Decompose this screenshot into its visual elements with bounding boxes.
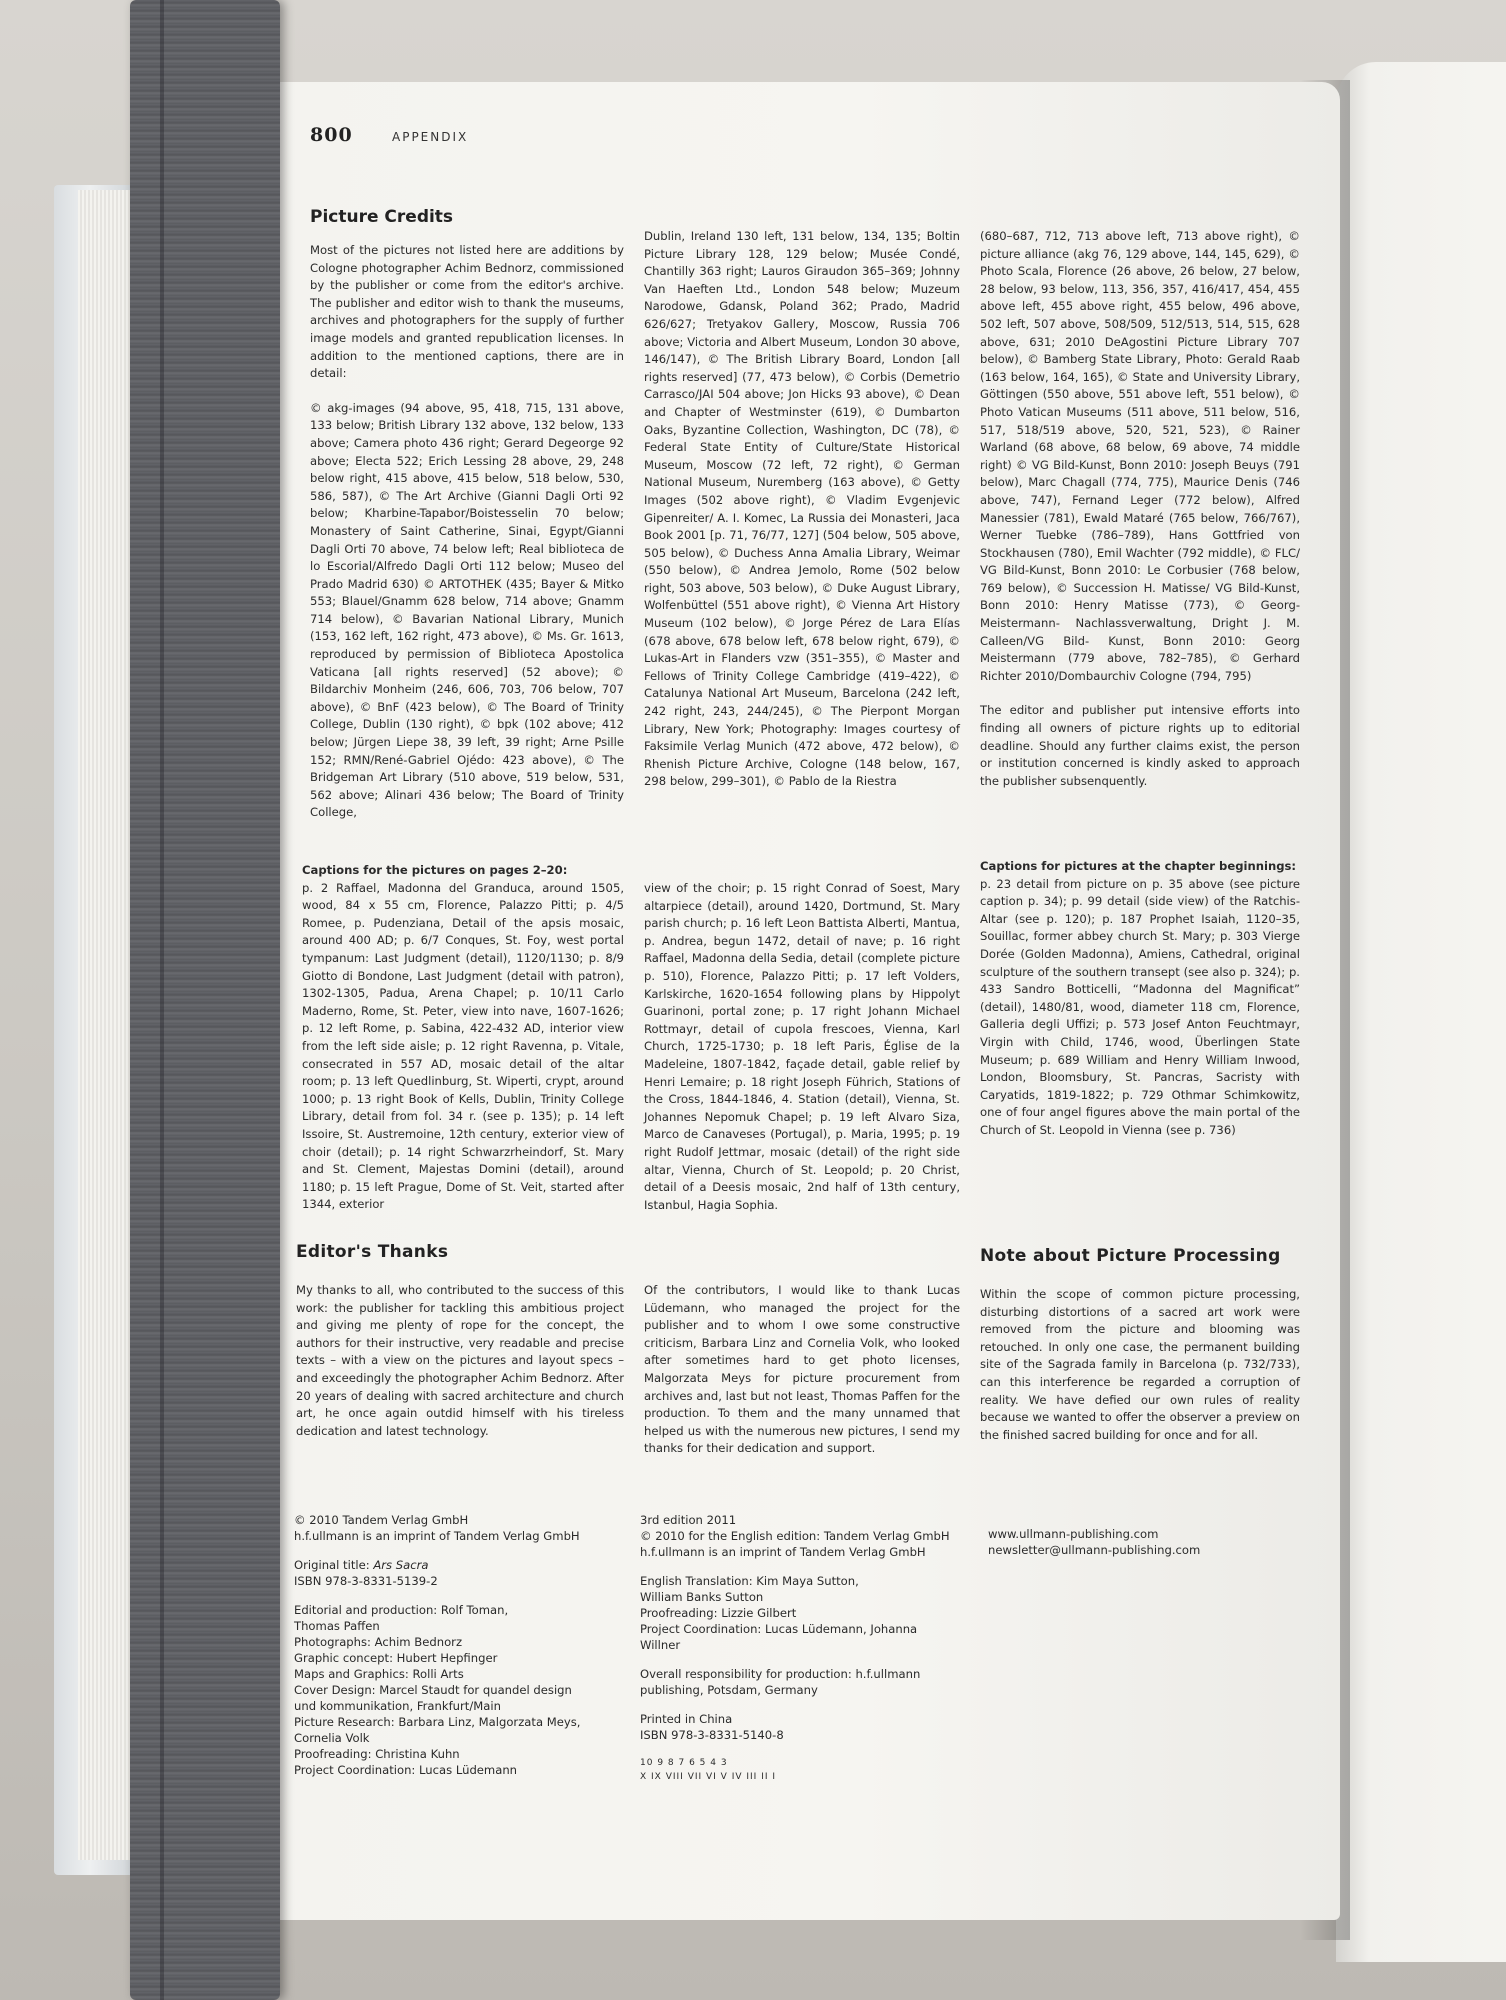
imprint-translation-line: Willner [640,1638,681,1652]
imprint-column-3 [988,1526,1298,1558]
captions-pages-text-1: p. 2 Raffael, Madonna del Granduca, around 1505, wood, 84 x 55 cm, Florence, Palazzo Pitti; p. 4/5 Romee, p. Pudenziana, Detail of the apsis mosaic, around 400 AD; p. 6/7 Conques, St. Foy, west portal tympanum: Last Judgment (detail), 1120/1130; p. 8/9 Giotto di Bondone, Last Judgment (detail with patron), 1302-1305, Padua, Arena Chapel; p. 10/11 Carlo Maderno, Rome, St. Peter, view into nave, 1607-1626; p. 12 left Rome, p. Sabina, 422-432 AD, interior view from the left side aisle; p. 12 right Ravenna, p. Vitale, consecrated in 557 AD, mosaic detail of the altar room; p. 13 left Quedlinburg, St. Wiperti, crypt, around 1000; p. 13 right Book of Kells, Dublin, Trinity College Library, detail from fol. 34 r. (see p. 135); p. 14 left Issoire, St. Austremoine, 12th century, exterior view of choir (detail); p. 14 right Schwarzrheindorf, St. Mary and St. Clement, Majestas Domini (detail), around 1180; p. 15 left Prague, Dome of St. Veit, started after 1344, exterior [302,880,624,1212]
editors-thanks-text-2: Of the contributors, I would like to thank Lucas Lüdemann, who managed the project for the publisher and to whom I owe some constructive criticism, Barbara Linz and Cornelia Volk, who looked after sometimes hard to get photo licenses, Malgorzata Meys for picture procurement from archives and, last but not least, Thomas Paffen for the production. To them and the many unnamed that helped us with the numerous new pictures, I send my thanks for their dedication and support. [644,1283,960,1456]
imprint-staff-line: Maps and Graphics: Rolli Arts [294,1667,464,1681]
page-content [140,82,1340,1920]
credits-list-2: Dublin, Ireland 130 left, 131 below, 134, 135; Boltin Picture Library 128, 129 below; Musée Condé, Chantilly 363 right; Lauros Giraudon 365–369; Johnny Van Haeften Ltd., London 548 below; Muzeum Narodowe, Gdansk, Poland 362; Prado, Madrid 626/627; Tretyakov Gallery, Moscow, Russia 706 above; Victoria and Albert Museum, London 30 above, 146/147), © The British Library Board, London [all rights reserved] (77, 473 below), © Corbis (Demetrio Carrasco/JAI 504 above; Jon Hicks 93 above), © Dean and Chapter of Westminster (619), © Dumbarton Oaks, Byzantine Collection, Washington, DC (78), © Federal State Entity of Culture/State Historical Museum, Moscow (72 left, 72 right), © German National Museum, Nuremberg (163 above), © Getty Images (502 above right), © Vladim Evgenjevic Gipenreiter/ A. I. Komec, La Russia dei Monasteri, Jaca Book 2001 [p. 71, 76/77, 127] (504 below, 505 above, 505 below), © Duchess Anna Amalia Library, Weimar (550 below), © Andrea Jemolo, Rome (502 below right, 503 above, 503 below), © Duke August Library, Wolfenbüttel (551 above right), © Vienna Art History Museum (102 below), © Jorge Pérez de Lara Elías (678 above, 678 below left, 678 below right, 679), © Lukas-Art in Flanders vzw (351–355), © Master and Fellows of Trinity College Cambridge (419–422), © Catalunya National Art Museum, Barcelona (242 left, 242 right, 243, 244/245), © The Pierpont Morgan Library, New York; Photography: Images courtesy of Faksimile Verlag Munich (472 above, 472 below), © Rhenish Picture Archive, Cologne (148 below, 167, 298 below, 299–301), © Pablo de la Riestra [644,229,960,789]
imprint-copyright-1: © 2010 Tandem Verlag GmbH [294,1513,469,1527]
imprint-edition-line: © 2010 for the English edition: Tandem Verlag GmbH [640,1529,950,1543]
picture-credits-title: Picture Credits [310,207,454,227]
imprint-staff-line: Graphic concept: Hubert Hepfinger [294,1651,498,1665]
imprint-column-1 [294,1512,624,1791]
imprint-translation-line: Project Coordination: Lucas Lüdemann, Johanna [640,1622,918,1636]
imprint-translation-line: English Translation: Kim Maya Sutton, [640,1574,859,1588]
imprint-translation-line: Proofreading: Lizzie Gilbert [640,1606,797,1620]
editors-thanks-column-2 [644,1282,960,1458]
processing-note-text: Within the scope of common picture processing, disturbing distortions of a sacred art work were removed from the picture and blooming was retouched. In only one case, the permanent building site of the Sagrada family in Barcelona (p. 732/733), can this interference be regarded a corruption of reality. We have defied our own rules of reality because we wanted to offer the observer a preview on the finished sacred building for once and for all. [980,1287,1300,1442]
imprint-staff-line: Photographs: Achim Bednorz [294,1635,463,1649]
editors-thanks-text-1: My thanks to all, who contributed to the success of this work: the publisher for tackling this ambitious project and giving me plenty of rope for the concept, the authors for their instructive, very readable and precise texts – with a view on the pictures and layout specs – and exceedingly the photographer Achim Bednorz. After 20 years of dealing with sacred architecture and church art, he once again outdid himself with his tireless dedication and latest technology. [296,1283,624,1438]
imprint-original-title [294,1557,624,1573]
ribbon-seam [160,0,164,2000]
publisher-newsletter-email[interactable]: newsletter@ullmann-publishing.com [988,1543,1201,1557]
facing-page [1336,62,1506,1962]
credits-intro: Most of the pictures not listed here are additions by Cologne photographer Achim Bednorz, commissioned by the publisher or come from the editor's archive. The publisher and editor wish to thank the museums, archives and photographers for the supply of further image models and granted republication licenses. In addition to the mentioned captions, there are in detail: [310,243,624,381]
page-number: 800 [310,124,353,146]
original-title-value: Ars Sacra [373,1558,429,1572]
captions-column-3 [980,858,1300,1140]
book-page [140,82,1340,1920]
credits-list-1: © akg-images (94 above, 95, 418, 715, 131 above, 133 below; British Library 132 above, 132 below, 133 above; Camera photo 436 right; Gerard Degeorge 92 above; Electa 522; Erich Lessing 28 above, 29, 248 below right, 415 above, 415 below, 518 below, 530, 586, 587), © The Art Archive (Gianni Dagli Orti 92 below; Kharbine-Tapabor/Boistesselin 70 below; Monastery of Saint Catherine, Sinai, Egypt/Gianni Dagli Orti 70 above, 74 below left; Real biblioteca de lo Escorial/Alfredo Dagli Orti 112 below; Museo del Prado Madrid 630) © ARTOTHEK (435; Bayer & Mitko 553; Blauel/Gnamm 628 below, 714 above; Gnamm 714 below), © Bavarian National Library, Munich (153, 162 left, 162 right, 473 above), © Ms. Gr. 1613, reproduced by permission of Biblioteca Apostolica Vaticana [all rights reserved] (52 above); © Bildarchiv Monheim (246, 606, 703, 706 below, 707 above), © BnF (423 below), © The Board of Trinity College, Dublin (130 right), © bpk (102 above; 412 below; Jürgen Liepe 38, 39 left, 39 right; Arne Psille 152; RMN/René-Gabriel Ojédo: 423 above), © The Bridgeman Art Library (510 above, 519 below, 531, 562 above; Alinari 436 below; The Board of Trinity College, [310,400,624,820]
credits-column-3 [980,228,1300,790]
editors-thanks-column-1 [296,1282,624,1440]
imprint-staff-line: Project Coordination: Lucas Lüdemann [294,1763,518,1777]
bookmark-ribbon [130,0,280,2000]
claims-note: The editor and publisher put intensive efforts into finding all owners of picture rights up to editorial deadline. Should any further claims exist, the person or institution concerned is kindly asked to approach the publisher subsenquently. [980,703,1300,788]
editors-thanks-title: Editor's Thanks [296,1242,449,1262]
imprint-staff-line: und kommunikation, Frankfurt/Main [294,1699,501,1713]
imprint-responsibility-line: Overall responsibility for production: h.f.ullmann [640,1667,921,1681]
captions-column-2 [644,880,960,1214]
imprint-staff-line: Proofreading: Christina Kuhn [294,1747,460,1761]
imprint-staff-line: Cornelia Volk [294,1731,370,1745]
imprint-printed-line: ISBN 978-3-8331-5140-8 [640,1728,784,1742]
imprint-staff-line: Editorial and production: Rolf Toman, [294,1603,509,1617]
captions-chapter-text: p. 23 detail from picture on p. 35 above (see picture caption p. 34); p. 99 detail (side view) of the Ratchis-Altar (see p. 120); p. 187 Prophet Isaiah, 1120–35, Souillac, former abbey church St. Mary; p. 303 Vierge Dorée (Golden Madonna), Amiens, Cathedral, original sculpture of the southern transept (see also p. 324); p. 433 Sandro Botticelli, “Madonna del Magnificat” (detail), 1480/81, wood, diameter 118 cm, Florence, Galleria degli Uffizi; p. 573 Josef Anton Feuchtmayr, Virgin with Child, 1746, wood, Überlingen State Museum; p. 689 William and Henry William Inwood, London, Bloomsbury, St. Pancras, Sacristy with Caryatids, 1819-1822; p. 729 Othmar Schimkowitz, one of four angel figures above the main portal of the Church of St. Leopold in Vienna (see p. 736) [980,876,1300,1137]
imprint-edition-line: h.f.ullmann is an imprint of Tandem Verlag GmbH [640,1545,926,1559]
print-run-roman: X IX VIII VII VI V IV III II I [640,1772,777,1782]
original-title-label: Original title: [294,1558,374,1572]
credits-list-3: (680–687, 712, 713 above left, 713 above right), © picture alliance (akg 76, 129 above, 144, 145, 629), © Photo Scala, Florence (26 above, 26 below, 27 below, 28 below, 93 below, 113, 356, 357, 416/417, 454, 455 above left, 455 above right, 455 below, 496 above, 502 left, 507 above, 508/509, 512/513, 514, 515, 628 above, 631; 2010 DeAgostini Picture Library 707 below), © Bamberg State Library, Photo: Gerald Raab (163 below, 164, 165), © State and University Library, Göttingen (550 above, 551 above left, 551 below), © Photo Vatican Museums (511 above, 511 below, 516, 517, 518/519 above, 520, 521, 523), © Rainer Warland (68 above, 68 below, 69 above, 74 middle right) © VG Bild-Kunst, Bonn 2010: Joseph Beuys (791 below), Marc Chagall (774, 775), Maurice Denis (746 above, 747), Fernand Leger (772 below), Alfred Manessier (781), Ewald Mataré (765 below, 766/767), Werner Tuebke (786–789), Hans Gottfried von Stockhausen (780), Emil Wachter (792 middle), © FLC/ VG Bild-Kunst, Bonn 2010: Le Corbusier (768 below, 769 below), © Succession H. Matisse/ VG Bild-Kunst, Bonn 2010: Henry Matisse (773), © Georg-Meistermann- Nachlassverwaltung, Dright J. M. Calleen/VG Bild- Kunst, Bonn 2010: Georg Meistermann (779 above, 782–785), © Gerhard Richter 2010/Dombaurchiv Cologne (794, 795) [980,229,1300,683]
imprint-edition-line: 3rd edition 2011 [640,1513,737,1527]
processing-note-column [980,1286,1300,1444]
imprint-staff-line: Cover Design: Marcel Staudt for quandel design [294,1683,572,1697]
imprint-staff-line: Picture Research: Barbara Linz, Malgorzata Meys, [294,1715,581,1729]
imprint-isbn: ISBN 978-3-8331-5139-2 [294,1574,438,1588]
captions-pages-text-2: view of the choir; p. 15 right Conrad of Soest, Mary altarpiece (detail), around 1420, Dortmund, St. Mary parish church; p. 16 left Leon Battista Alberti, Mantua, p. Andrea, begun 1472, detail of nave; p. 16 right Raffael, Madonna della Sedia, detail (complete picture p. 510), Florence, Palazzo Pitti; p. 17 left Volders, Karlskirche, 1620-1654 following plans by Hippolyt Guarinoni, portal zone; p. 17 right Johann Michael Rottmayr, detail of cupola frescoes, Vienna, Karl Church, 1725-1730; p. 18 left Paris, Église de la Madeleine, 1807-1842, façade detail, gable relief by Henri Lemaire; p. 18 right Joseph Führich, Stations of the Cross, 1844-1846, 4. Station (detail), Vienna, St. Johannes Nepomuk Chapel; p. 19 left Alvaro Siza, Marco de Canaveses (Portugal), p. Maria, 1995; p. 19 right Rudolf Jettmar, mosaic (detail) of the right side altar, Vienna, Church of St. Leopold; p. 20 Christ, detail of a Deesis mosaic, 2nd half of 13th century, Istanbul, Hagia Sophia. [644,881,960,1212]
captions-column-1 [302,862,624,1214]
credits-column-2 [644,228,960,791]
imprint-column-2 [640,1512,960,1784]
captions-chapter-heading: Captions for pictures at the chapter beginnings: [980,859,1297,873]
credits-column-1 [310,242,624,822]
print-run-numbers: 10 9 8 7 6 5 4 3 [640,1758,728,1768]
running-head: APPENDIX [392,130,469,144]
imprint-staff-line: Thomas Paffen [294,1619,380,1633]
publisher-website-link[interactable]: www.ullmann-publishing.com [988,1527,1159,1541]
imprint-copyright-2: h.f.ullmann is an imprint of Tandem Verlag GmbH [294,1529,580,1543]
page-block-edge [78,190,138,1860]
imprint-translation-line: William Banks Sutton [640,1590,764,1604]
processing-note-title: Note about Picture Processing [980,1246,1281,1266]
imprint-responsibility-line: publishing, Potsdam, Germany [640,1683,818,1697]
imprint-printed-line: Printed in China [640,1712,733,1726]
captions-pages-heading: Captions for the pictures on pages 2–20: [302,863,568,877]
